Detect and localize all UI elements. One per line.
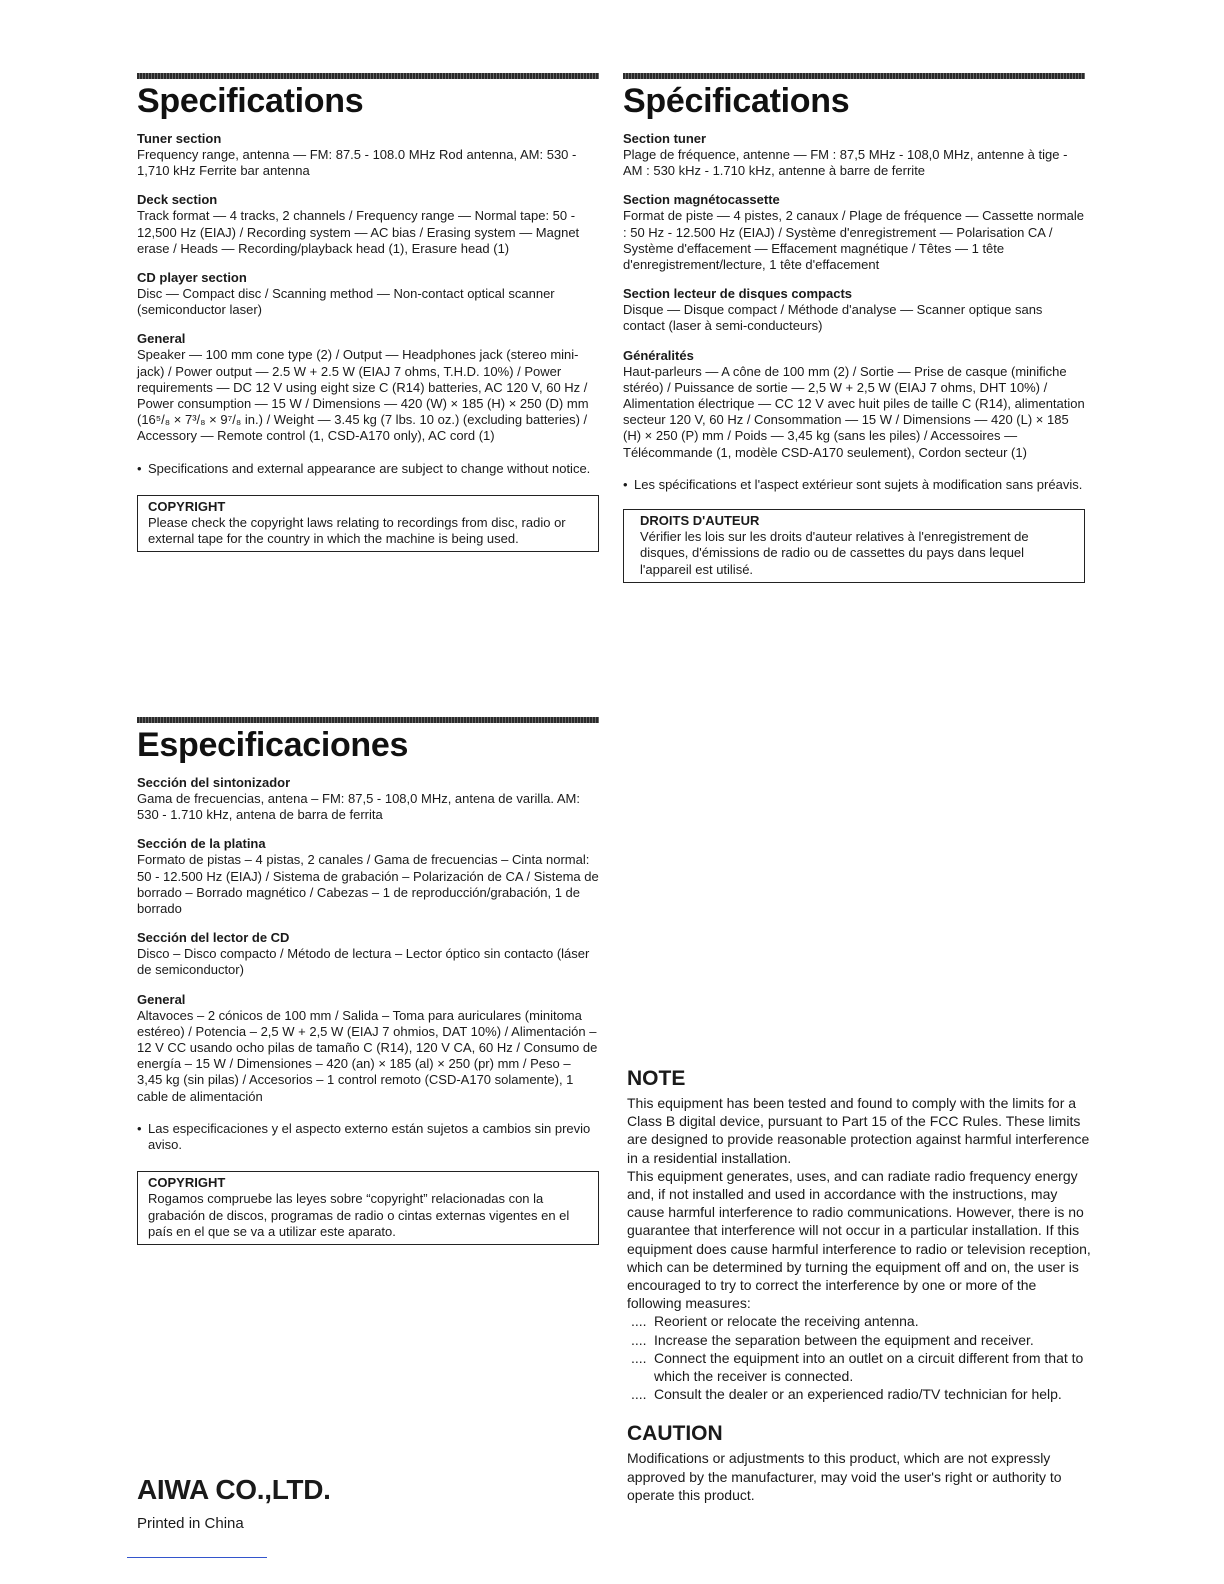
heading-rule: [137, 717, 599, 723]
heading-rule: [623, 73, 1085, 79]
copyright-body: Rogamos compruebe las leyes sobre “copyright” relacionadas con la grabación de discos, programas de radio o cintas externas vigentes en el país en el que se va a utilizar este aparato.: [148, 1191, 570, 1239]
spec-section: [137, 331, 599, 444]
printed-in: Printed in China: [137, 1515, 244, 1532]
section-body: Speaker — 100 mm cone type (2) / Output — Headphones jack (stereo mini-jack) / Power output — 2.5 W + 2.5 W (EIAJ 7 ohms, T.H.D. 10%) / Power requirements — DC 12 V using eight size C (R14) batteries, AC 120 V, 60 Hz / Power consumption — 15 W / Dimensions — 420 (W) × 185 (H) × 250 (D) mm (16⁵/₈ × 7³/₈ × 9⁷/₈ in.) / Weight — 3.45 kg (7 lbs. 10 oz.) (excluding batteries) / Accessory — Remote control (1, CSD-A170 only), AC cord (1): [137, 347, 589, 444]
copyright-body: Please check the copyright laws relating to recordings from disc, radio or external tape for the country in which the machine is being used.: [148, 515, 566, 547]
page-title: Specifications: [137, 82, 364, 120]
measures-list: [627, 1312, 1093, 1403]
section-body: Haut-parleurs — A cône de 100 mm (2) / Sortie — Prise de casque (minifiche stéréo) / Puissance de sortie — 2,5 W + 2,5 W (EIAJ 7 ohms, DHT 10%) / Alimentation électrique — CC 12 V avec huit piles de taille C (R14), alimentation secteur 120 V, 60 Hz / Consommation — 15 W / Dimensions — 420 (L) × 185 (H) × 250 (P) mm / Poids — 3,45 kg (sans les piles) / Accessoires — Télécommande (1, modèle CSD-A170 seulement), Cordon secteur (1): [623, 363, 1085, 460]
section-body: Altavoces – 2 cónicos de 100 mm / Salida – Toma para auriculares (minitoma estéreo) / Potencia – 2,5 W + 2,5 W (EIAJ 7 ohmios, DAT 10%) / Alimentación – 12 V CC usando ocho pilas de tamaño C (R14), 120 V CA, 60 Hz / Consumo de energía – 15 W / Dimensiones – 420 (an) × 185 (al) × 250 (pr) mm / Peso – 3,45 kg (sin pilas) / Accesorios – 1 control remoto (CSD-A170 solamente), 1 cable de alimentación: [137, 1007, 598, 1104]
spec-section: [137, 775, 599, 823]
copyright-box: [137, 1171, 599, 1245]
spec-section: [137, 992, 599, 1105]
section-body: Disco – Disco compacto / Método de lectura – Lector óptico sin contacto (láser de semiconductor): [137, 946, 590, 978]
company-name: AIWA CO.,LTD.: [137, 1474, 331, 1505]
spec-section: [137, 930, 599, 978]
section-title: Sección del lector de CD: [137, 930, 290, 946]
spec-section: [137, 131, 599, 179]
note-paragraph: This equipment generates, uses, and can radiate radio frequency energy and, if not installed and used in accordance with the instructions, may cause harmful interference to radio communications. However, there is no guarantee that interference will not occur in a particular installation. If this equipment does cause harmful interference to radio or television reception, which can be determined by turning the equipment off and on, the user is encouraged to try to correct the interference by one or more of the following measures:: [627, 1167, 1091, 1312]
copyright-title: COPYRIGHT: [148, 498, 226, 514]
section-title: Tuner section: [137, 131, 222, 146]
company-block: [137, 1474, 331, 1534]
spanish-column: [137, 717, 599, 1245]
list-item: .... Consult the dealer or an experienced radio/TV technician for help.: [627, 1385, 1093, 1403]
spec-section: [137, 270, 599, 318]
change-notice: • Les spécifications et l'aspect extérieur sont sujets à modification sans préavis.: [623, 477, 1085, 493]
section-title: Sección del sintonizador: [137, 775, 291, 790]
section-title: CD player section: [137, 270, 247, 286]
section-title: Généralités: [623, 347, 694, 363]
section-body: Disc — Compact disc / Scanning method — Non-contact optical scanner (semiconductor laser): [137, 286, 555, 318]
spec-section: [623, 348, 1085, 461]
copyright-title: DROITS D'AUTEUR: [640, 513, 760, 529]
spec-section: [137, 192, 599, 257]
section-body: Frequency range, antenna — FM: 87.5 - 108.0 MHz Rod antenna, AM: 530 - 1,710 kHz Ferrite bar antenna: [137, 147, 577, 179]
spec-section: [137, 836, 599, 917]
page-title: Especificaciones: [137, 726, 409, 764]
copyright-title: COPYRIGHT: [148, 1175, 226, 1191]
note-paragraph: This equipment has been tested and found to comply with the limits for a Class B digital device, pursuant to Part 15 of the FCC Rules. These limits are designed to provide reasonable protection against harmful interference in a residential installation.: [627, 1095, 1090, 1166]
french-column: [623, 73, 1085, 583]
note-heading: NOTE: [627, 1067, 686, 1090]
section-body: Disque — Disque compact / Méthode d'analyse — Scanner optique sans contact (laser à semi-conducteurs): [623, 302, 1043, 334]
spec-section: [623, 286, 1085, 334]
list-item: .... Reorient or relocate the receiving antenna.: [627, 1312, 1093, 1330]
list-item: .... Increase the separation between the equipment and receiver.: [627, 1331, 1093, 1349]
spec-section: [623, 131, 1085, 179]
copyright-box: [623, 509, 1085, 583]
section-title: Section lecteur de disques compacts: [623, 286, 853, 302]
caution-heading: CAUTION: [627, 1422, 723, 1446]
section-title: Sección de la platina: [137, 836, 266, 852]
section-body: Formato de pistas – 4 pistas, 2 canales / Gama de frecuencias – Cinta normal: 50 - 12.500 Hz (EIAJ) / Sistema de grabación – Polarización de CA / Sistema de borrado – Borrado magnético / Cabezas – 1 de reproducción/grabación, 1 de borrado: [137, 852, 599, 917]
heading-rule: [137, 73, 599, 79]
section-body: Format de piste — 4 pistes, 2 canaux / Plage de fréquence — Cassette normale : 50 Hz - 12.500 Hz (EIAJ) / Système d'enregistrement — Polarisation CA / Système d'effacement — Effacement magnétique / Têtes — 1 tête d'enregistrement/lecture, 1 tête d'effacement: [623, 208, 1085, 273]
section-title: General: [137, 331, 186, 347]
section-body: Plage de fréquence, antenne — FM : 87,5 MHz - 108,0 MHz, antenne à tige - AM : 530 kHz - 1.710 kHz, antenne à barre de ferrite: [623, 147, 1068, 179]
copyright-box: [137, 495, 599, 553]
section-body: Track format — 4 tracks, 2 channels / Frequency range — Normal tape: 50 - 12,500 Hz (EIAJ) / Recording system — AC bias / Erasing system — Magnet erase / Heads — Recording/playback head (1), Erasure head (1): [137, 208, 580, 256]
change-notice: • Las especificaciones y el aspecto externo están sujetos a cambios sin previo aviso.: [137, 1121, 599, 1153]
footer-divider: [127, 1557, 267, 1558]
section-title: Section magnétocassette: [623, 192, 780, 208]
spec-section: [623, 192, 1085, 273]
section-title: Section tuner: [623, 131, 707, 146]
section-body: Gama de frecuencias, antena – FM: 87,5 - 108,0 MHz, antena de varilla. AM: 530 - 1.710 kHz, antena de barra de ferrita: [137, 791, 580, 823]
fcc-note-column: [627, 1066, 1093, 1504]
section-title: Deck section: [137, 192, 218, 208]
copyright-body: Vérifier les lois sur les droits d'auteur relatives à l'enregistrement de disques, d'émissions de radio ou de cassettes du pays dans lequel l'appareil est utilisé.: [640, 529, 1029, 577]
change-notice: • Specifications and external appearance are subject to change without notice.: [137, 461, 599, 477]
list-item: .... Connect the equipment into an outlet on a circuit different from that to which the receiver is connected.: [627, 1349, 1093, 1385]
page-title: Spécifications: [623, 82, 850, 120]
section-title: General: [137, 991, 186, 1007]
caution-body: Modifications or adjustments to this product, which are not expressly approved by the manufacturer, may void the user's right or authority to operate this product.: [627, 1450, 1062, 1503]
english-column: [137, 73, 599, 552]
